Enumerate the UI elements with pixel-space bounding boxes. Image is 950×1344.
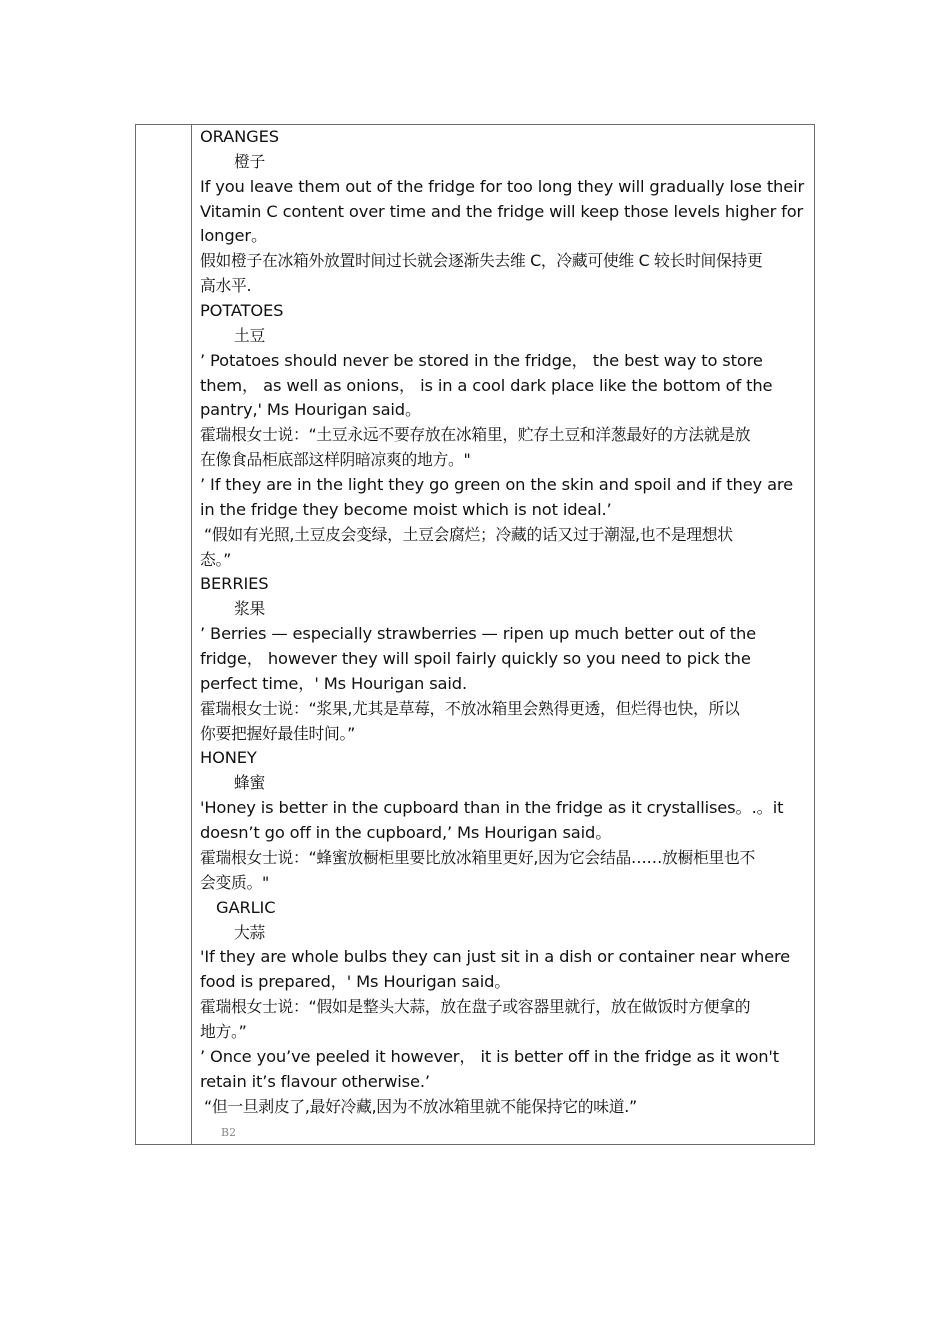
text-line: HONEY: [200, 748, 257, 768]
text-line: food is prepared，' Ms Hourigan said。: [200, 972, 511, 992]
text-line: ’ If they are in the light they go green on the skin and spoil and if they are: [200, 475, 793, 495]
text-line: 浆果: [234, 599, 265, 619]
text-line: 霍瑞根女士说：“土豆永远不要存放在冰箱里，贮存土豆和洋葱最好的方法就是放: [200, 425, 751, 445]
text-line: them， as well as onions， is in a cool dark place like the bottom of the: [200, 375, 773, 395]
text-line: 假如橙子在冰箱外放置时间过长就会逐渐失去维 C，冷藏可使维 C 较长时间保持更: [200, 251, 763, 271]
document-table: [135, 124, 815, 1145]
text-line: 'If they are whole bulbs they can just sit in a dish or container near where: [200, 947, 791, 967]
text-line: If you leave them out of the fridge for too long they will gradually lose their: [200, 176, 804, 196]
text-line: fridge， however they will spoil fairly quickly so you need to pick the: [200, 649, 751, 669]
table-left-column: [136, 125, 192, 1144]
text-line: 'Honey is better in the cupboard than in the fridge as it crystallises。.。it: [200, 798, 784, 818]
text-line: BERRIES: [200, 574, 269, 594]
text-line: in the fridge they become moist which is not ideal.’: [200, 499, 612, 519]
text-line: 会变质。": [200, 872, 269, 892]
text-line: GARLIC: [216, 897, 276, 917]
text-line: longer。: [200, 226, 268, 246]
text-line: 在像食品柜底部这样阴暗凉爽的地方。": [200, 450, 471, 470]
text-line: retain it’s flavour otherwise.’: [200, 1071, 430, 1091]
text-line: 你要把握好最佳时间。”: [200, 723, 355, 743]
text-line: 蜂蜜: [234, 773, 265, 793]
text-line: doesn’t go off in the cupboard,’ Ms Hourigan said。: [200, 823, 612, 843]
text-line: ’ Berries — especially strawberries — ripen up much better out of the: [200, 624, 757, 644]
text-line: ’ Once you’ve peeled it however， it is better off in the fridge as it won't: [200, 1046, 779, 1066]
text-line: “假如有光照,土豆皮会变绿，土豆会腐烂；冷藏的话又过于潮湿,也不是理想状: [204, 524, 733, 544]
text-line: 霍瑞根女士说：“浆果,尤其是草莓，不放冰箱里会熟得更透，但烂得也快，所以: [200, 698, 740, 718]
text-line: 高水平.: [200, 276, 252, 296]
text-line: 霍瑞根女士说：“假如是整头大蒜，放在盘子或容器里就行，放在做饭时方便拿的: [200, 997, 751, 1017]
page-label: B2: [221, 1126, 237, 1139]
text-line: pantry,' Ms Hourigan said。: [200, 400, 422, 420]
text-line: 大蒜: [234, 922, 265, 942]
text-line: 土豆: [234, 325, 265, 345]
text-line: perfect time，' Ms Hourigan said.: [200, 673, 467, 693]
text-line: “但一旦剥皮了,最好冷藏,因为不放冰箱里就不能保持它的味道.”: [204, 1096, 637, 1116]
text-line: Vitamin C content over time and the fridge will keep those levels higher for: [200, 201, 804, 221]
text-line: POTATOES: [200, 301, 284, 321]
text-line: 态。”: [200, 549, 231, 569]
text-line: 橙子: [234, 151, 265, 171]
text-line: 霍瑞根女士说：“蜂蜜放橱柜里要比放冰箱里更好,因为它会结晶……放橱柜里也不: [200, 847, 755, 867]
text-line: 地方。”: [200, 1021, 247, 1041]
table-content-cell: [200, 125, 808, 1119]
text-line: ORANGES: [200, 127, 279, 146]
text-line: ’ Potatoes should never be stored in the fridge， the best way to store: [200, 350, 763, 370]
